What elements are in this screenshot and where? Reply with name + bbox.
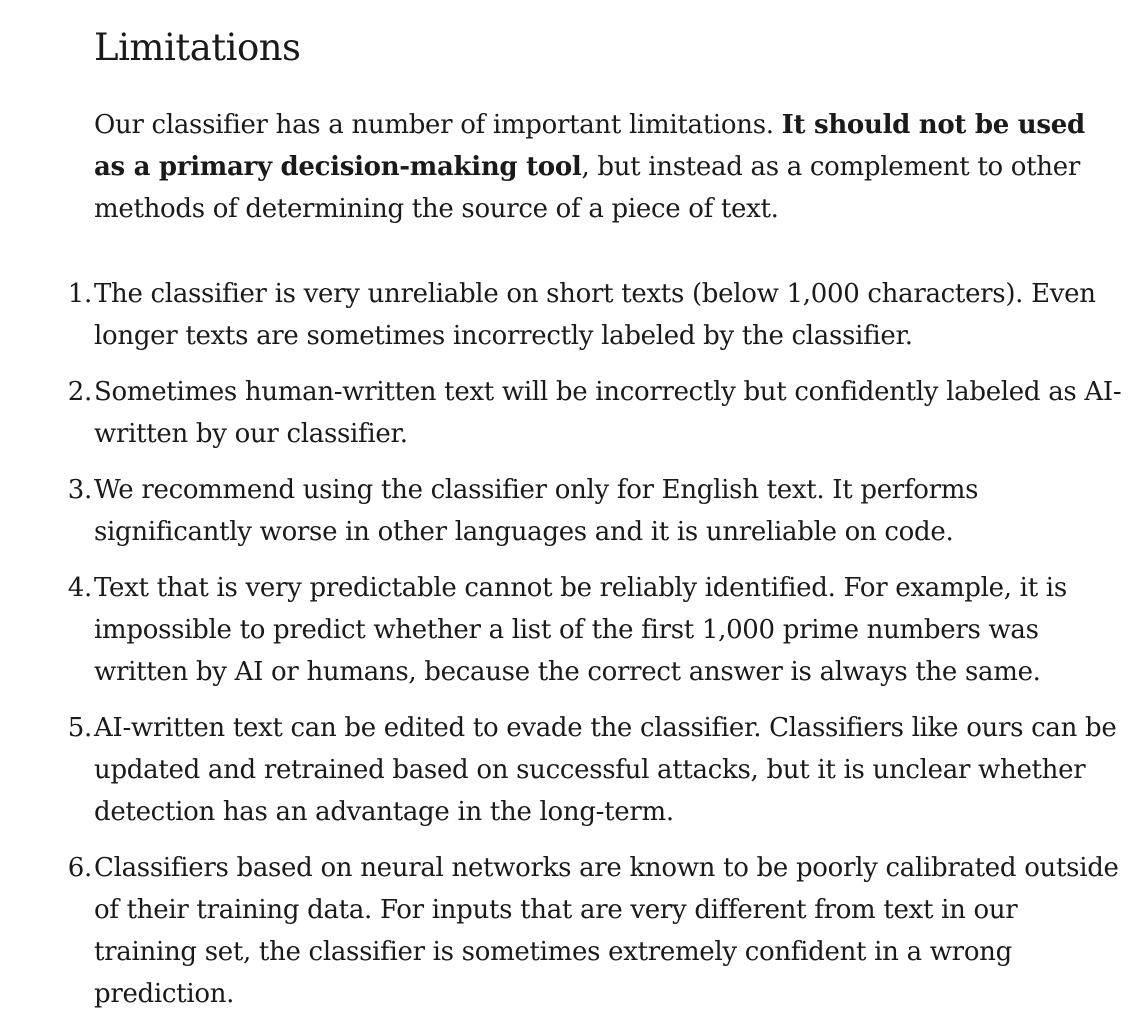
list-item-text: Classifiers based on neural networks are known to be poorly calibrated outside of their training data. For inputs that are very different from text in our training set, the classifier is sometimes extremely confident in a wrong prediction. [94, 853, 1119, 1009]
list-item-number: 1. [67, 279, 92, 309]
limitations-list [67, 273, 1124, 1029]
list-item [67, 371, 1124, 455]
list-item [67, 847, 1124, 1015]
list-item-number: 2. [67, 377, 92, 407]
list-item [67, 567, 1124, 693]
list-item-text: AI-written text can be edited to evade the classifier. Classifiers like ours can be updated and retrained based on successful attacks, but it is unclear whether detection has an advantage in the long-term. [94, 713, 1117, 827]
list-item-text: The classifier is very unreliable on short texts (below 1,000 characters). Even longer texts are sometimes incorrectly labeled by the classifier. [94, 279, 1096, 351]
intro-paragraph [94, 104, 1124, 230]
list-item [67, 273, 1124, 357]
list-item-text: We recommend using the classifier only for English text. It performs significantly worse in other languages and it is unreliable on code. [94, 475, 979, 547]
list-item-text: Sometimes human-written text will be incorrectly but confidently labeled as AI-written by our classifier. [94, 377, 1122, 449]
list-item-number: 3. [67, 475, 92, 505]
list-item [67, 469, 1124, 553]
list-item [67, 707, 1124, 833]
list-item-text: Text that is very predictable cannot be reliably identified. For example, it is impossible to predict whether a list of the first 1,000 prime numbers was written by AI or humans, because the correct answer is always the same. [94, 573, 1067, 687]
intro-lead: Our classifier has a number of important limitations. [94, 110, 782, 140]
intro-trail: , but instead as a complement to other methods of determining the source of a piece of text. [94, 152, 1080, 224]
list-item-number: 6. [67, 853, 92, 883]
list-item-number: 4. [67, 573, 92, 603]
section-title: Limitations [94, 26, 301, 69]
intro-emphasis: It should not be used as a primary decision-making tool [94, 110, 1085, 182]
list-item-number: 5. [67, 713, 92, 743]
